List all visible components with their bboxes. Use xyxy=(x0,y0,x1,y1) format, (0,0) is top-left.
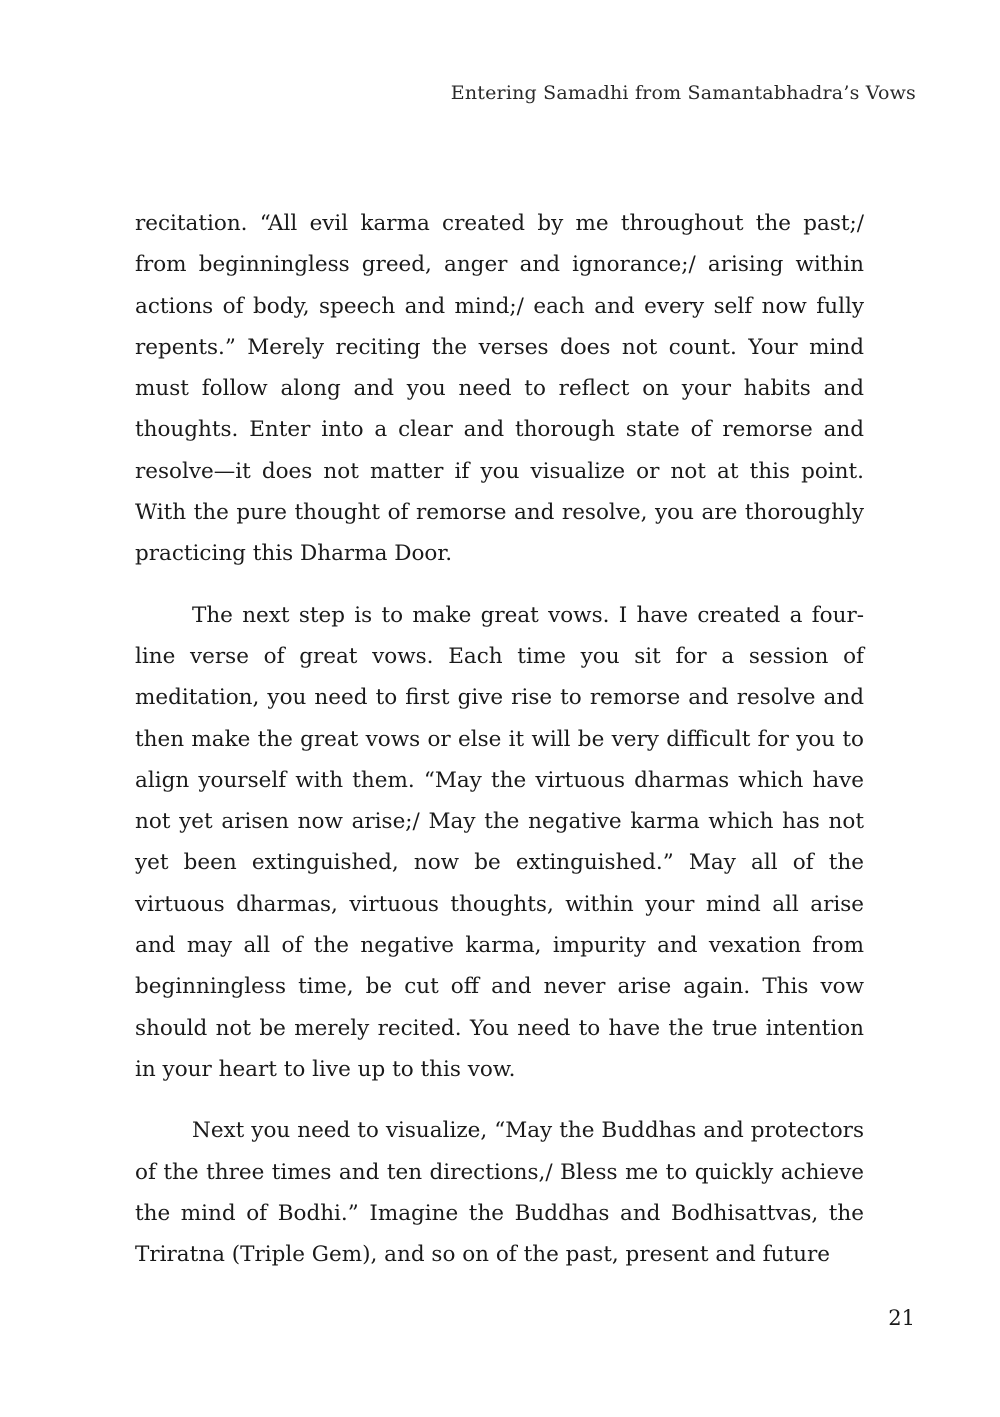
body-text xyxy=(135,203,864,1275)
page-number: 21 xyxy=(888,1306,915,1330)
paragraph-visualization: Next you need to visualize, “May the Buddhas and protectors of the three times and ten directions,/ Bless me to quickly achieve the mind of Bodhi.” Imagine the Buddhas and Bodhisattvas, the Triratna (Triple Gem), and so on of the past, present and future xyxy=(135,1118,864,1268)
paragraph-great-vows: The next step is to make great vows. I have created a four-line verse of great vows. Each time you sit for a session of meditation, you need to first give rise to remorse and resolve and then make the great vows or else it will be very difficult for you to align yourself with them. “May the virtuous dharmas which have not yet arisen now arise;/ May the negative karma which has not yet been extinguished, now be extinguished.” May all of the virtuous dharmas, virtuous thoughts, within your mind all arise and may all of the negative karma, impurity and vexation from beginningless time, be cut off and never arise again. This vow should not be merely recited. You need to have the true intention in your heart to live up to this vow. xyxy=(135,602,864,1082)
running-header: Entering Samadhi from Samantabhadra’s Vows xyxy=(450,82,916,104)
paragraph-continuation: recitation. “All evil karma created by me throughout the past;/ from beginningless greed, anger and ignorance;/ arising within actions of body, speech and mind;/ each and every self now fully repents.” Merely reciting the verses does not count. Your mind must follow along and you need to reflect on your habits and thoughts. Enter into a clear and thorough state of remorse and resolve—it does not matter if you visualize or not at this point. With the pure thought of remorse and resolve, you are thoroughly practicing this Dharma Door. xyxy=(135,211,864,567)
